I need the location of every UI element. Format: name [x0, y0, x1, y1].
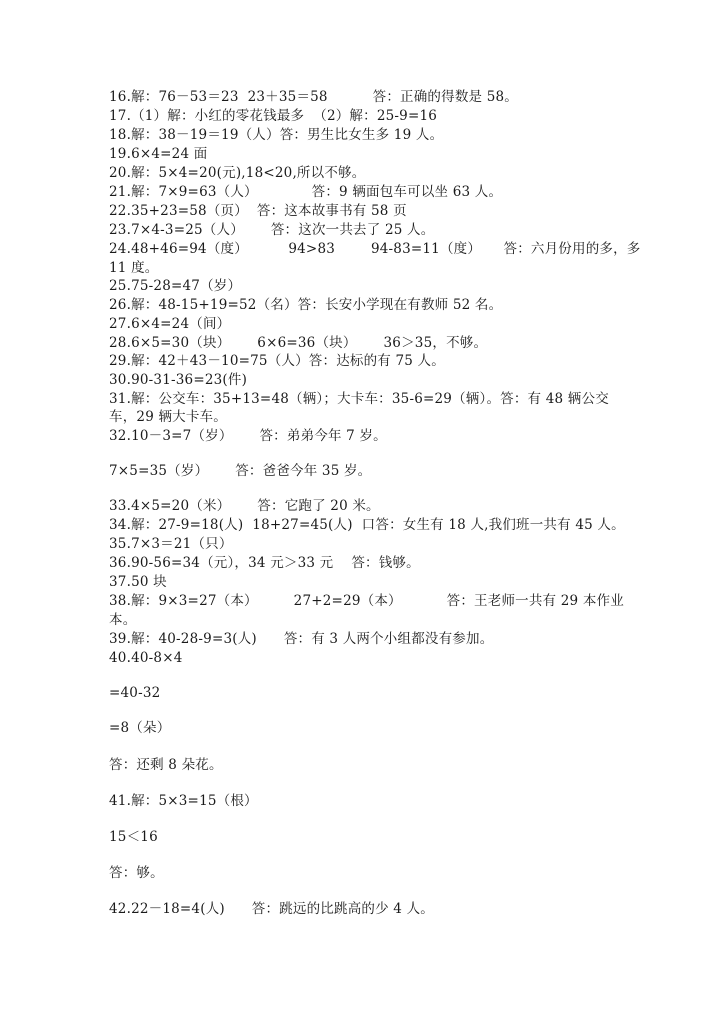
answer-37: 37.50 块 — [109, 574, 167, 590]
answer-40: 40.40-8×4 — [109, 650, 183, 666]
answer-31: 31.解：公交车：35+13=48（辆）；大卡车：35-6=29（辆）。答：有 48 辆公交 — [109, 391, 609, 407]
answer-38: 38.解：9×3=27（本） 27+2=29（本） 答：王老师一共有 29 本作业 — [109, 593, 624, 609]
answer-29: 29.解：42＋43－10=75（人）答：达标的有 75 人。 — [109, 353, 445, 369]
answer-28: 28.6×5=30（块） 6×6=36（块） 36＞35，不够。 — [109, 335, 488, 351]
answer-23: 23.7×4-3=25（人） 答：这次一共去了 25 人。 — [109, 222, 435, 238]
answer-32: 32.10－3=7（岁） 答：弟弟今年 7 岁。 — [109, 428, 387, 444]
answer-33: 33.4×5=20（米） 答：它跑了 20 米。 — [109, 498, 380, 514]
answer-24: 24.48+46=94（度） 94>83 94-83=11（度） 答：六月份用的多，多 — [109, 241, 641, 257]
answer-38-cont: 本。 — [109, 612, 137, 628]
answer-26: 26.解：48-15+19=52（名）答：长安小学现在有教师 52 名。 — [109, 297, 503, 313]
answer-40-reply: 答：还剩 8 朵花。 — [109, 757, 223, 773]
answer-41-reply: 答：够。 — [109, 865, 164, 881]
answer-31-cont: 车，29 辆大卡车。 — [109, 409, 227, 425]
answer-34: 34.解：27-9=18(人) 18+27=45(人) 口答：女生有 18 人,我们班一共有 45 人。 — [109, 517, 625, 533]
answer-25: 25.75-28=47（岁） — [109, 278, 242, 294]
answer-17: 17.（1）解：小红的零花钱最多 （2）解：25-9=16 — [109, 108, 438, 124]
answer-16: 16.解：76－53＝23 23＋35＝58 答：正确的得数是 58。 — [109, 89, 519, 105]
answer-41-step1: 15＜16 — [109, 829, 158, 845]
answer-35: 35.7×3＝21（只） — [109, 536, 233, 552]
answer-18: 18.解：38－19＝19（人）答：男生比女生多 19 人。 — [109, 127, 444, 143]
answer-22: 22.35+23=58（页） 答：这本故事书有 58 页 — [109, 203, 407, 219]
answer-39: 39.解：40-28-9=3(人) 答：有 3 人两个小组都没有参加。 — [109, 631, 494, 647]
answer-30: 30.90-31-36=23(件) — [109, 372, 248, 388]
answer-36: 36.90-56=34（元），34 元＞33 元 答：钱够。 — [109, 555, 420, 571]
answer-40-step2: =8（朵） — [109, 720, 171, 736]
answer-20: 20.解：5×4=20(元),18<20,所以不够。 — [109, 165, 366, 181]
answer-42: 42.22－18=4(人) 答：跳远的比跳高的少 4 人。 — [109, 901, 434, 917]
answer-41: 41.解：5×3=15（根） — [109, 793, 258, 809]
answer-40-step1: =40-32 — [109, 685, 161, 701]
answer-19: 19.6×4=24 面 — [109, 146, 208, 162]
answer-32-cont: 7×5=35（岁） 答：爸爸今年 35 岁。 — [109, 463, 372, 479]
answer-21: 21.解：7×9=63（人） 答：9 辆面包车可以坐 63 人。 — [109, 184, 503, 200]
answer-27: 27.6×4=24（间） — [109, 316, 231, 332]
answer-24-cont: 11 度。 — [109, 260, 159, 276]
